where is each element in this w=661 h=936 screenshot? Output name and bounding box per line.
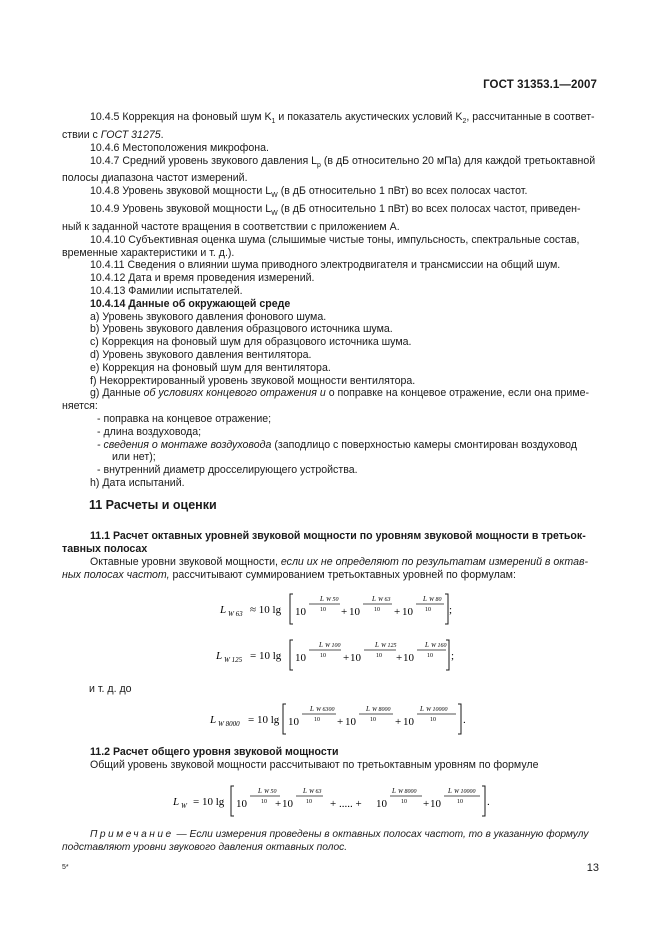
svg-text:+: +: [395, 716, 402, 728]
svg-text:W 10000: W 10000: [454, 789, 476, 795]
svg-text:10: 10: [320, 607, 326, 613]
item-10-4-11: 10.4.11 Сведения о влиянии шума приводного электродвигателя и трансмиссии на общий шум.: [90, 259, 561, 272]
svg-text:W 50: W 50: [326, 597, 339, 603]
svg-text:10: 10: [350, 652, 361, 664]
footer-mark: 5*: [62, 864, 69, 871]
list-item-c: c) Коррекция на фоновый шум для образцового источника шума.: [90, 336, 412, 349]
list-item-e: e) Коррекция на фоновый шум для вентилятора.: [90, 361, 331, 374]
dash-item-4: - внутренний диаметр дросселирующего устройства.: [97, 464, 358, 477]
list-item-h: h) Дата испытаний.: [90, 476, 185, 489]
item-10-4-12: 10.4.12 Дата и время проведения измерений.: [90, 272, 315, 285]
svg-text:+: +: [394, 606, 401, 618]
subsection-11-1-text: Октавные уровни звуковой мощности, если их не определяют по результатам измерений в октав-: [90, 556, 589, 568]
svg-text:L: L: [392, 787, 396, 795]
svg-text:W: W: [181, 802, 187, 810]
gost-reference: ГОСТ 31275: [100, 128, 161, 141]
svg-text:+: +: [337, 716, 344, 728]
item-10-4-13: 10.4.13 Фамилии испытателей.: [90, 285, 243, 297]
item-10-4-5-cont: ствии с ГОСТ 31275.: [62, 128, 164, 141]
svg-text:W 8000: W 8000: [218, 720, 240, 728]
svg-text:10: 10: [376, 798, 387, 810]
svg-text:= 10 lg: = 10 lg: [193, 796, 225, 808]
formula-lw125: [216, 634, 456, 674]
subsection-11-1: [62, 530, 600, 582]
svg-text:10: 10: [345, 716, 356, 728]
svg-text:W 8000: W 8000: [372, 707, 391, 713]
svg-text:L: L: [310, 705, 314, 713]
svg-text:10: 10: [430, 798, 441, 810]
formula-lhs: L: [220, 604, 227, 616]
svg-text:10: 10: [402, 606, 413, 618]
svg-text:10: 10: [403, 652, 414, 664]
standard-header: ГОСТ 31353.1—2007: [483, 79, 597, 91]
list-item-a: a) Уровень звукового давления фонового шума.: [90, 310, 327, 323]
subsection-11-1-heading: 11.1 Расчет октавных уровней звуковой мощности по уровням звуковой мощности в третьок-: [90, 530, 586, 542]
note-line-2: подставляют уровни звукового давления октавных полос.: [62, 842, 348, 853]
svg-text:≈ 10 lg: ≈ 10 lg: [250, 604, 282, 616]
item-10-4-14: 10.4.14 Данные об окружающей среде: [90, 297, 291, 310]
subsection-11-1-heading-cont: тавных полосах: [62, 543, 148, 555]
item-10-4-9-cont: ный к заданной частоте вращения в соответствии с приложением А.: [62, 221, 400, 234]
svg-text:L: L: [448, 787, 452, 795]
item-10-4-10: 10.4.10 Субъективная оценка шума (слышимые чистые тоны, импульсность, спектральные состав,: [90, 233, 580, 246]
note-line-1: Примечание — Если измерения проведены в октавных полосах частот, то в указанную формулу: [90, 829, 589, 840]
svg-text:10: 10: [261, 799, 267, 805]
svg-text:W 10000: W 10000: [426, 707, 448, 713]
svg-text:L: L: [319, 641, 323, 649]
dash-item-3: - сведения о монтаже воздуховода (заподлицо с поверхностью камеры смонтирован воздуховод: [97, 438, 577, 451]
svg-text:W 63: W 63: [228, 610, 243, 618]
svg-text:W 63: W 63: [309, 789, 322, 795]
svg-text:10: 10: [282, 798, 293, 810]
list-item-b: b) Уровень звукового давления образцового источника шума.: [90, 323, 393, 336]
formula-lw8000: [210, 698, 470, 738]
item-10-4-7: 10.4.7 Средний уровень звукового давления $L_p$ (в дБ относительно 20 мПа) для каждой третьоктавной: [90, 154, 596, 169]
note-label: Примечание: [90, 829, 174, 840]
svg-text:+: +: [396, 652, 403, 664]
svg-text:10: 10: [403, 716, 414, 728]
svg-text:10: 10: [314, 717, 320, 723]
svg-text:10: 10: [425, 607, 431, 613]
svg-text:L: L: [375, 641, 379, 649]
svg-text:W 100: W 100: [325, 643, 341, 649]
report-contents-list: [62, 111, 600, 490]
svg-text:W 63: W 63: [378, 597, 391, 603]
formula-lw-total: [173, 780, 503, 820]
svg-text:10: 10: [376, 653, 382, 659]
svg-text:W 125: W 125: [224, 656, 243, 664]
item-10-4-9: 10.4.9 Уровень звуковой мощности $L_W$ (в дБ относительно 1 пВт) во всех полосах частот, приведен-: [90, 203, 581, 218]
svg-text:10: 10: [295, 606, 306, 618]
svg-text:L: L: [366, 705, 370, 713]
svg-text:+: +: [341, 606, 348, 618]
svg-text:10: 10: [295, 652, 306, 664]
svg-text:10: 10: [401, 799, 407, 805]
dash-item-3-cont: или нет);: [112, 451, 156, 464]
note-block: [62, 828, 600, 854]
svg-text:+: +: [343, 652, 350, 664]
svg-text:W 125: W 125: [381, 643, 397, 649]
svg-text:L: L: [423, 595, 427, 603]
svg-text:L: L: [258, 787, 262, 795]
svg-text:10: 10: [306, 799, 312, 805]
page-number: 13: [586, 862, 599, 874]
section-11-title: 11 Расчеты и оценки: [89, 498, 217, 512]
item-10-4-10-cont: временные характеристики и т. д.).: [62, 246, 235, 259]
svg-text:10: 10: [427, 653, 433, 659]
svg-text:W 160: W 160: [431, 643, 447, 649]
subsection-11-1-text-cont: ных полосах частот, рассчитывают суммированием третьоктавных уровней по формулам:: [62, 569, 516, 581]
svg-text:10: 10: [370, 717, 376, 723]
subsection-11-2-heading: 11.2 Расчет общего уровня звуковой мощности: [90, 746, 339, 758]
svg-text:;: ;: [449, 604, 453, 616]
svg-text:+: +: [423, 798, 430, 810]
svg-text:W 50: W 50: [264, 789, 277, 795]
svg-text:+: +: [275, 798, 282, 810]
svg-text:L: L: [216, 650, 223, 662]
svg-text:;: ;: [451, 650, 455, 662]
svg-text:10: 10: [457, 799, 463, 805]
svg-text:W 6300: W 6300: [316, 707, 335, 713]
svg-text:10: 10: [320, 653, 326, 659]
list-item-f: f) Некорректированный уровень звуковой мощности вентилятора.: [90, 374, 416, 387]
list-item-g-cont: няется:: [62, 400, 98, 413]
svg-text:= 10 lg: = 10 lg: [248, 714, 280, 726]
formula-lw63: [220, 588, 453, 628]
svg-text:+ ..... +: + ..... +: [330, 798, 362, 810]
svg-text:L: L: [320, 595, 324, 603]
svg-text:L: L: [173, 796, 180, 808]
dash-item-2: - длина воздуховода;: [97, 425, 202, 438]
and-so-on-text: и т. д. до: [89, 683, 132, 695]
subsection-11-2-text: Общий уровень звуковой мощности рассчитывают по третьоктавным уровням по формуле: [90, 759, 539, 771]
svg-text:10: 10: [374, 607, 380, 613]
svg-text:10: 10: [349, 606, 360, 618]
svg-text:W 80: W 80: [429, 597, 442, 603]
svg-text:.: .: [487, 796, 490, 808]
svg-text:10: 10: [430, 717, 436, 723]
svg-text:= 10 lg: = 10 lg: [250, 650, 282, 662]
svg-text:W 8000: W 8000: [398, 789, 417, 795]
svg-text:.: .: [463, 714, 466, 726]
list-item-g: g) Данные об условиях концевого отражения и о поправке на концевое отражение, если она приме-: [90, 387, 590, 400]
svg-text:L: L: [303, 787, 307, 795]
list-item-d: d) Уровень звукового давления вентилятора.: [90, 348, 312, 361]
svg-text:10: 10: [288, 716, 299, 728]
subsection-11-2: [62, 746, 600, 772]
dash-item-1: - поправка на концевое отражение;: [97, 412, 272, 425]
svg-text:L: L: [420, 705, 424, 713]
svg-text:L: L: [425, 641, 429, 649]
item-10-4-5: 10.4.5 Коррекция на фоновый шум $K_1$ и показатель акустических условий $K_2$, рассчитанные в соответ-: [90, 111, 595, 126]
item-10-4-7-cont: полосы диапазона частот измерений.: [62, 172, 248, 185]
item-10-4-6: 10.4.6 Местоположения микрофона.: [90, 141, 269, 154]
svg-text:L: L: [210, 714, 217, 726]
svg-text:10: 10: [236, 798, 247, 810]
svg-text:L: L: [372, 595, 376, 603]
item-10-4-8: 10.4.8 Уровень звуковой мощности $L_W$ (в дБ относительно 1 пВт) во всех полосах частот.: [90, 185, 528, 200]
